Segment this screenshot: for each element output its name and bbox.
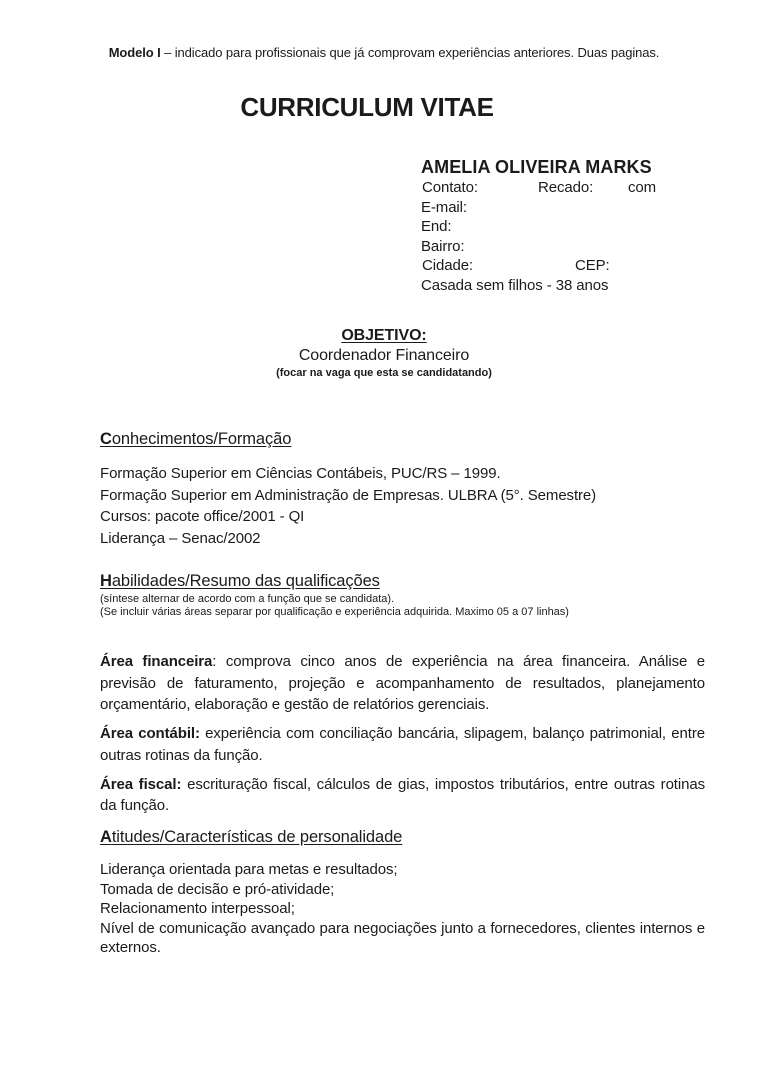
knowledge-section bbox=[100, 428, 720, 549]
knowledge-heading-rest: onhecimentos/Formação bbox=[111, 430, 292, 448]
objective-note: (focar na vaga que esta se candidatando) bbox=[276, 367, 492, 379]
personal-info-block bbox=[421, 156, 721, 295]
contato-label: Contato: bbox=[422, 179, 478, 196]
education-line: Cursos: pacote office/2001 - QI bbox=[100, 508, 305, 525]
financial-area-paragraph bbox=[100, 651, 705, 716]
attitude-line: Nível de comunicação avançado para negociações junto a fornecedores, clientes internos e externos. bbox=[100, 919, 705, 956]
fiscal-area-label: Área fiscal: bbox=[100, 775, 182, 793]
skills-section bbox=[100, 570, 730, 619]
objective-heading: OBJETIVO: bbox=[341, 327, 427, 344]
objective-section bbox=[0, 325, 768, 380]
marital-status: Casada sem filhos - 38 anos bbox=[421, 276, 609, 294]
fiscal-area-text: escrituração fiscal, cálculos de gias, impostos tributários, entre outras rotinas da função. bbox=[100, 775, 705, 814]
attitudes-section bbox=[100, 826, 720, 848]
template-note-model: Modelo I bbox=[108, 45, 161, 60]
education-line: Formação Superior em Ciências Contábeis, PUC/RS – 1999. bbox=[100, 465, 501, 482]
recado-label: Recado: bbox=[538, 179, 594, 196]
skills-heading bbox=[100, 570, 730, 592]
contact-row bbox=[421, 178, 721, 198]
template-note bbox=[0, 45, 768, 61]
attitude-line: Relacionamento interpessoal; bbox=[100, 900, 295, 917]
accounting-area-paragraph bbox=[100, 723, 705, 766]
page-title: CURRICULUM VITAE bbox=[240, 92, 494, 122]
cep-label: CEP: bbox=[575, 257, 610, 274]
attitudes-heading bbox=[100, 826, 720, 848]
objective-role: Coordenador Financeiro bbox=[298, 347, 470, 364]
qualification-paragraphs bbox=[100, 651, 705, 824]
email-label: E-mail: bbox=[421, 198, 467, 216]
accounting-area-label: Área contábil: bbox=[100, 725, 200, 742]
attitude-line: Liderança orientada para metas e resultados; bbox=[100, 861, 398, 878]
attitudes-heading-rest: titudes/Características de personalidade bbox=[111, 828, 403, 846]
education-line: Liderança – Senac/2002 bbox=[100, 529, 261, 547]
address-label: End: bbox=[421, 218, 452, 235]
skills-notes bbox=[100, 593, 730, 619]
education-list bbox=[100, 463, 720, 549]
city-row bbox=[421, 256, 721, 276]
knowledge-heading-initial: C bbox=[100, 430, 112, 448]
fiscal-area-paragraph bbox=[100, 774, 705, 817]
attitudes-list bbox=[100, 860, 705, 958]
skills-note: (Se incluir várias áreas separar por qualificação e experiência adquirida. Maximo 05 a 07 linhas) bbox=[100, 606, 569, 618]
com-label: com bbox=[628, 179, 657, 196]
financial-area-text: : comprova cinco anos de experiência na área financeira. Análise e previsão de faturamento, projeção e acompanhamento de resultados, planejamento orçamentário, elaboração e gestão de relatórios gerenciais. bbox=[100, 653, 706, 713]
skills-heading-rest: abilidades/Resumo das qualificações bbox=[111, 572, 380, 590]
knowledge-heading bbox=[100, 428, 720, 450]
skills-heading-initial: H bbox=[100, 572, 112, 590]
attitudes-heading-initial: A bbox=[100, 828, 112, 846]
accounting-area-text: experiência com conciliação bancária, slipagem, balanço patrimonial, entre outras rotinas da função. bbox=[100, 725, 705, 764]
attitude-line: Tomada de decisão e pró-atividade; bbox=[100, 880, 335, 898]
financial-area-label: Área financeira bbox=[100, 653, 213, 670]
education-line: Formação Superior em Administração de Empresas. ULBRA (5°. Semestre) bbox=[100, 486, 597, 504]
cidade-label: Cidade: bbox=[422, 257, 474, 274]
district-label: Bairro: bbox=[421, 237, 465, 255]
template-note-text: – indicado para profissionais que já comprovam experiências anteriores. Duas paginas. bbox=[160, 45, 660, 60]
skills-note: (síntese alternar de acordo com a função que se candidata). bbox=[100, 593, 395, 605]
candidate-name: AMELIA OLIVEIRA MARKS bbox=[421, 157, 652, 177]
